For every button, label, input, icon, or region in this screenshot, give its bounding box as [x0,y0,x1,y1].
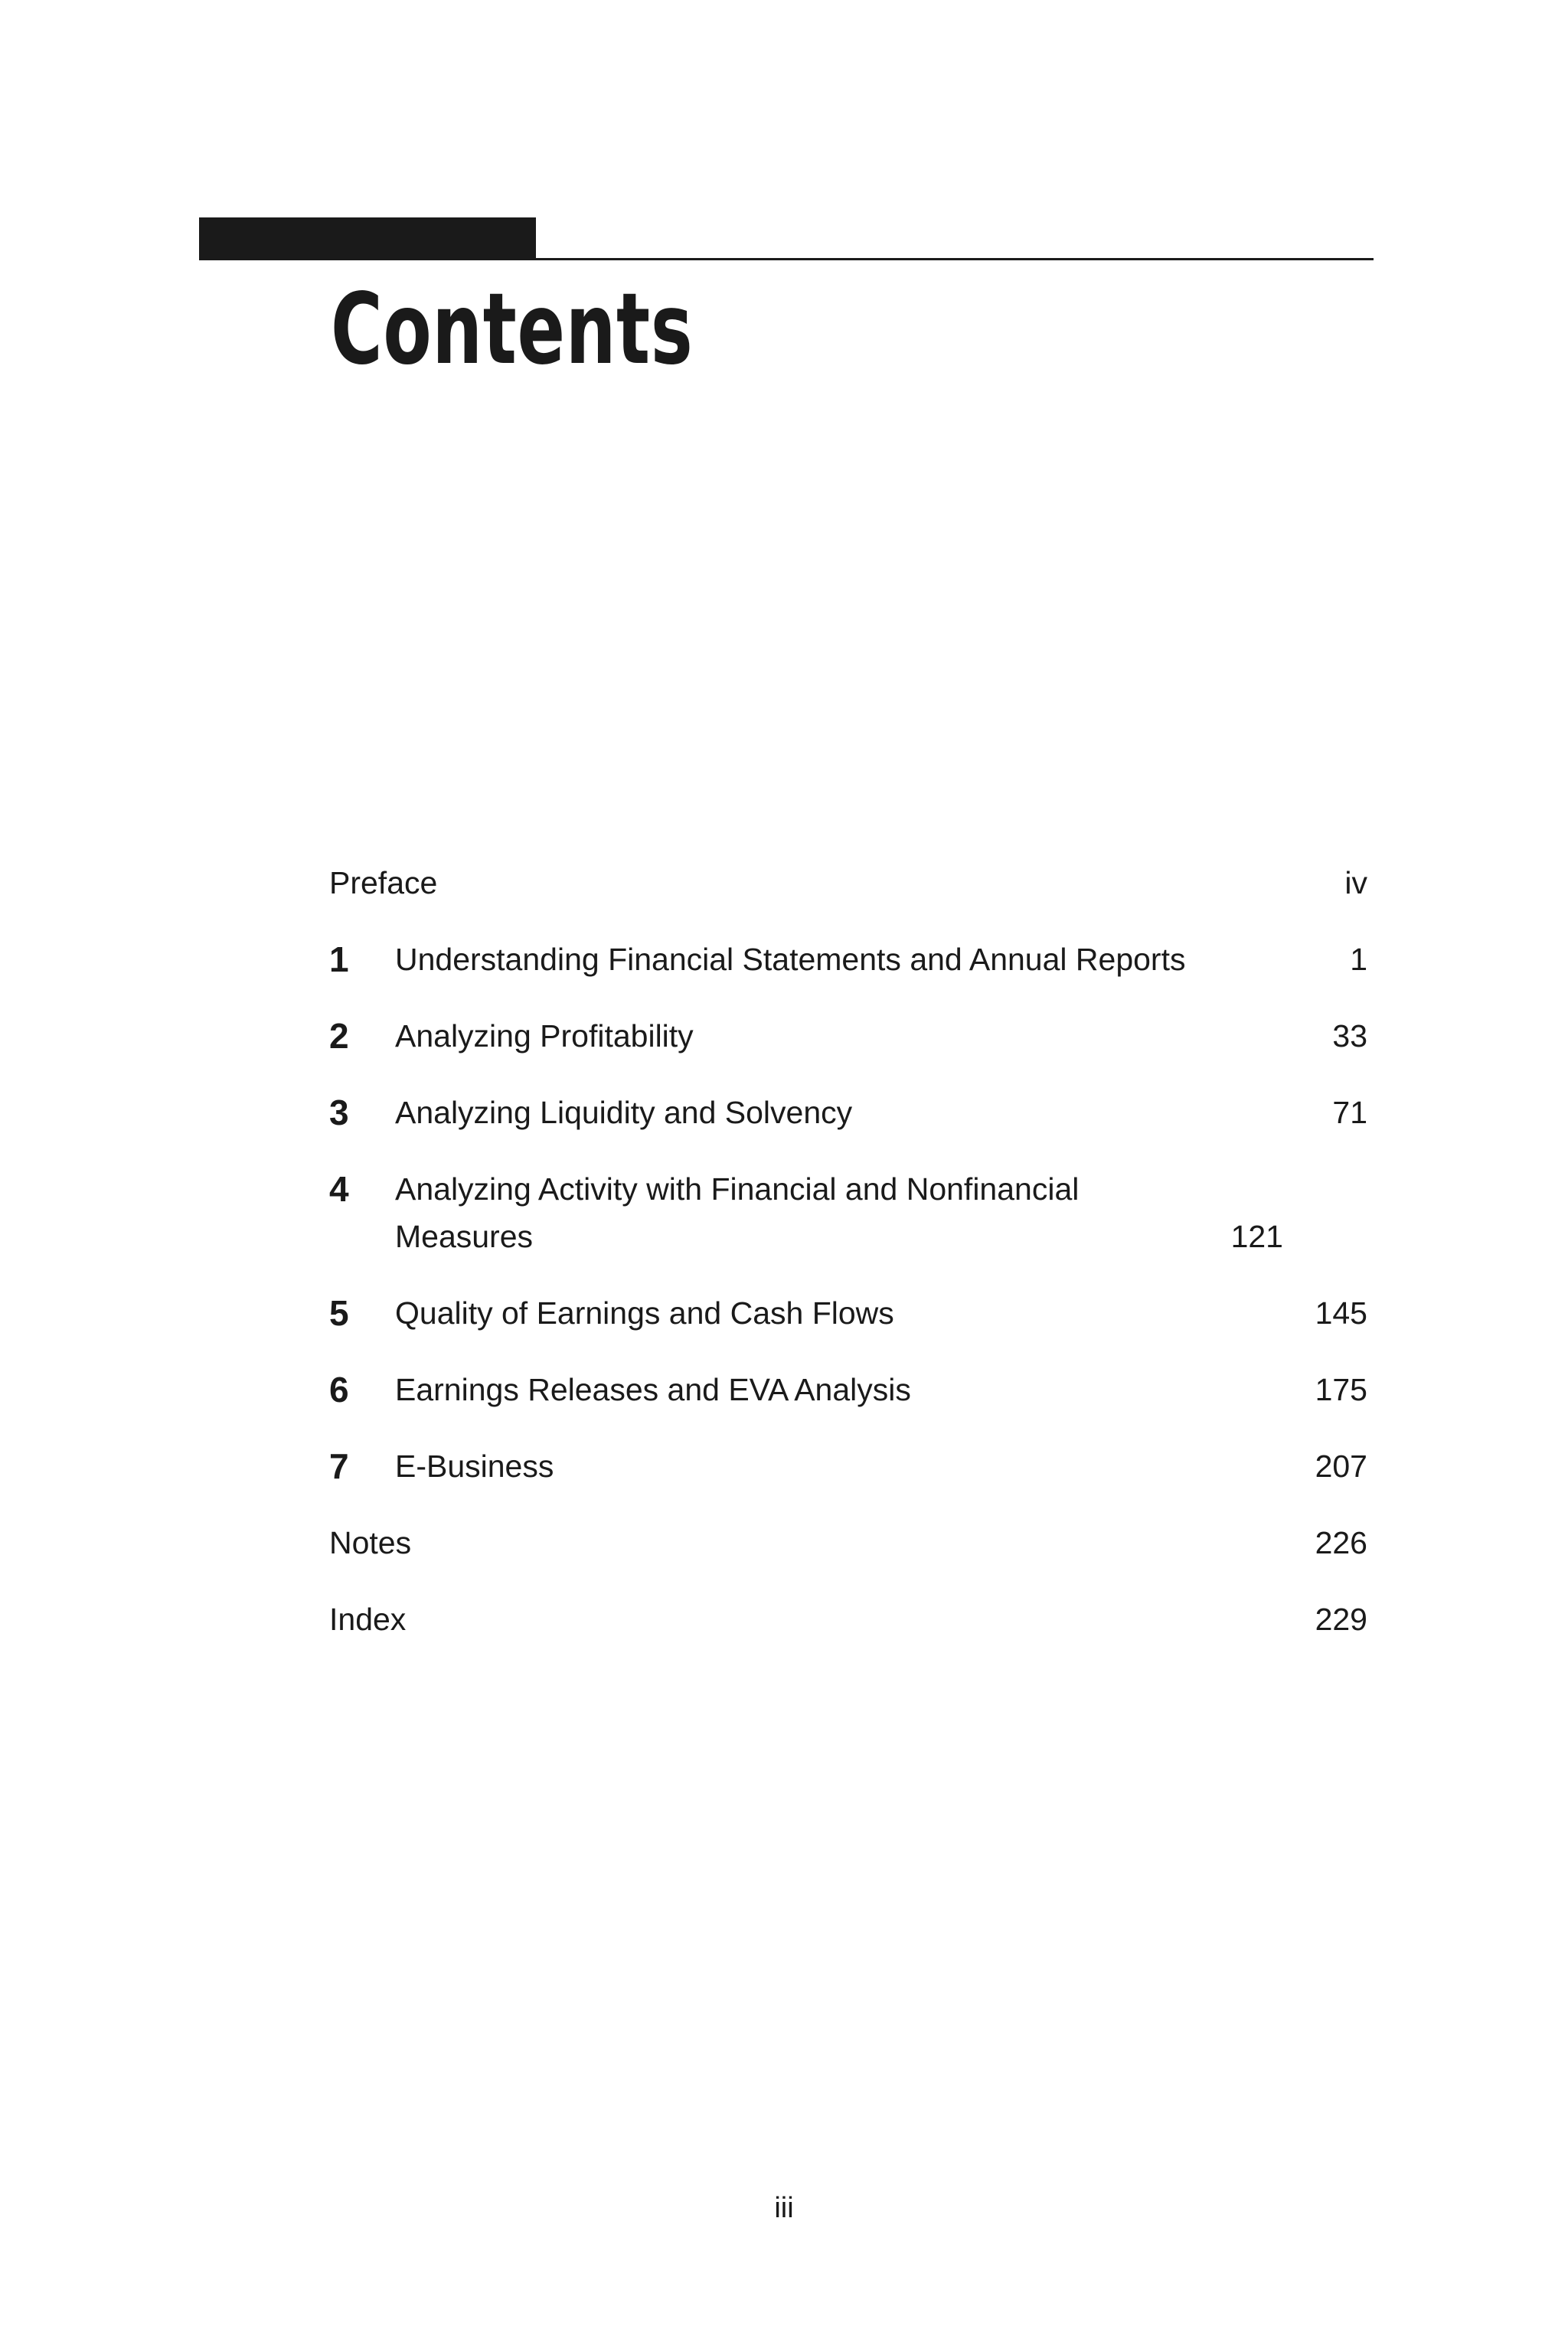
toc-entry-title: Analyzing Liquidity and Solvency [395,1095,853,1130]
toc-entry-chapter-2[interactable] [329,1012,1367,1060]
heading-rule-line [536,258,1374,260]
toc-chapter-number: 4 [329,1169,349,1209]
toc-entry-page: 229 [1315,1602,1367,1637]
table-of-contents [329,859,1367,1672]
toc-chapter-number: 1 [329,939,349,979]
toc-entry-title: Quality of Earnings and Cash Flows [395,1295,894,1331]
toc-entry-title: Notes [329,1525,412,1560]
toc-entry-page: 226 [1315,1525,1367,1560]
toc-entry-title: Index [329,1602,407,1637]
toc-chapter-number: 6 [329,1370,349,1410]
heading-rule-block [199,217,536,260]
toc-entry-page: 145 [1315,1295,1367,1331]
page-title: Contents [331,273,694,387]
toc-entry-title: Analyzing Profitability [395,1018,694,1054]
toc-entry-title: E-Business [395,1449,554,1484]
toc-entry-page: 71 [1332,1095,1367,1130]
toc-entry-chapter-5[interactable] [329,1289,1367,1337]
toc-entry-preface[interactable] [329,859,1367,906]
toc-entry-title: Earnings Releases and EVA Analysis [395,1372,911,1407]
toc-chapter-number: 7 [329,1446,349,1486]
toc-entry-index[interactable] [329,1596,1367,1643]
toc-entry-page: 207 [1315,1449,1367,1484]
toc-entry-title: Preface [329,865,438,900]
toc-entry-title: Understanding Financial Statements and Annual Reports [395,942,1186,977]
toc-entry-chapter-3[interactable] [329,1089,1367,1136]
toc-entry-page: 175 [1315,1372,1367,1407]
toc-entry-chapter-6[interactable] [329,1366,1367,1413]
toc-chapter-number: 3 [329,1093,349,1132]
toc-entry-title: Analyzing Activity with Financial and Nonfinancial Measures [395,1171,1080,1254]
toc-entry-page: iv [1344,865,1367,900]
page-number: iii [774,2192,794,2224]
toc-entry-chapter-7[interactable] [329,1442,1367,1490]
toc-chapter-number: 5 [329,1293,349,1333]
toc-entry-notes[interactable] [329,1519,1367,1566]
toc-entry-chapter-1[interactable] [329,936,1367,983]
toc-entry-chapter-4[interactable] [329,1165,1367,1260]
toc-entry-page: 33 [1332,1018,1367,1054]
toc-chapter-number: 2 [329,1016,349,1056]
toc-entry-page: 121 [1230,1219,1283,1254]
toc-entry-page: 1 [1350,942,1367,977]
